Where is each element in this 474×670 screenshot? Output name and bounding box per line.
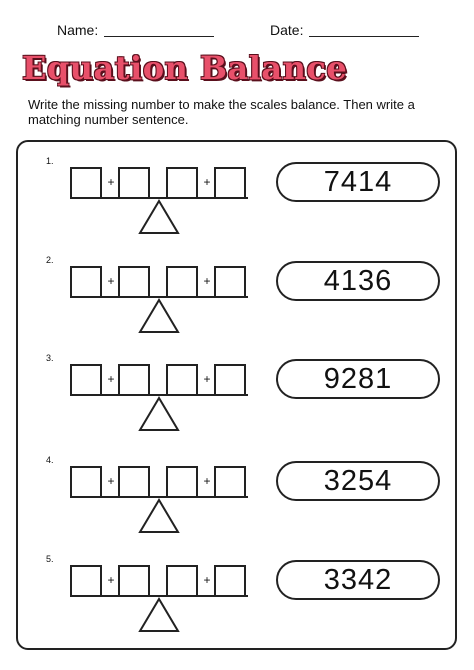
fulcrum-triangle-icon bbox=[138, 298, 180, 334]
target-number: 7414 bbox=[276, 162, 440, 202]
answer-box-2[interactable] bbox=[118, 565, 150, 597]
plus-sign: + bbox=[107, 175, 115, 189]
answer-box-2[interactable] bbox=[118, 167, 150, 199]
problems-panel bbox=[16, 140, 457, 650]
answer-box-2[interactable] bbox=[118, 266, 150, 298]
target-number: 3342 bbox=[276, 560, 440, 600]
plus-sign: + bbox=[203, 372, 211, 386]
answer-box-4[interactable] bbox=[214, 565, 246, 597]
fulcrum-triangle-icon bbox=[138, 199, 180, 235]
problem-number: 2. bbox=[46, 255, 54, 265]
answer-box-2[interactable] bbox=[118, 364, 150, 396]
problem-number: 3. bbox=[46, 353, 54, 363]
name-field bbox=[57, 22, 214, 38]
answer-box-1[interactable] bbox=[70, 266, 102, 298]
target-number: 4136 bbox=[276, 261, 440, 301]
problem-3 bbox=[18, 339, 459, 434]
plus-sign: + bbox=[203, 573, 211, 587]
answer-box-3[interactable] bbox=[166, 266, 198, 298]
answer-box-3[interactable] bbox=[166, 167, 198, 199]
target-number: 9281 bbox=[276, 359, 440, 399]
worksheet-title: Equation Balance bbox=[22, 49, 348, 87]
answer-box-1[interactable] bbox=[70, 167, 102, 199]
date-label: Date: bbox=[270, 22, 304, 38]
answer-box-4[interactable] bbox=[214, 266, 246, 298]
problem-1 bbox=[18, 142, 459, 237]
fulcrum-triangle-icon bbox=[138, 597, 180, 633]
answer-box-2[interactable] bbox=[118, 466, 150, 498]
plus-sign: + bbox=[107, 372, 115, 386]
worksheet-header bbox=[0, 0, 474, 52]
instructions-text: Write the missing number to make the scales balance. Then write a matching number sentence. bbox=[28, 97, 415, 127]
target-number: 3254 bbox=[276, 461, 440, 501]
date-field bbox=[270, 22, 419, 38]
answer-box-3[interactable] bbox=[166, 364, 198, 396]
plus-sign: + bbox=[203, 274, 211, 288]
fulcrum-triangle-icon bbox=[138, 498, 180, 534]
problem-5 bbox=[18, 540, 459, 635]
fulcrum-triangle-icon bbox=[138, 396, 180, 432]
problem-number: 4. bbox=[46, 455, 54, 465]
plus-sign: + bbox=[107, 274, 115, 288]
plus-sign: + bbox=[203, 474, 211, 488]
answer-box-4[interactable] bbox=[214, 364, 246, 396]
answer-box-1[interactable] bbox=[70, 466, 102, 498]
plus-sign: + bbox=[107, 474, 115, 488]
answer-box-3[interactable] bbox=[166, 466, 198, 498]
problem-number: 1. bbox=[46, 156, 54, 166]
plus-sign: + bbox=[107, 573, 115, 587]
answer-box-1[interactable] bbox=[70, 565, 102, 597]
date-blank-line[interactable] bbox=[309, 22, 419, 37]
problem-2 bbox=[18, 241, 459, 336]
name-label: Name: bbox=[57, 22, 99, 38]
name-blank-line[interactable] bbox=[104, 22, 214, 37]
problem-number: 5. bbox=[46, 554, 54, 564]
answer-box-4[interactable] bbox=[214, 167, 246, 199]
answer-box-4[interactable] bbox=[214, 466, 246, 498]
answer-box-1[interactable] bbox=[70, 364, 102, 396]
plus-sign: + bbox=[203, 175, 211, 189]
problem-4 bbox=[18, 441, 459, 536]
answer-box-3[interactable] bbox=[166, 565, 198, 597]
